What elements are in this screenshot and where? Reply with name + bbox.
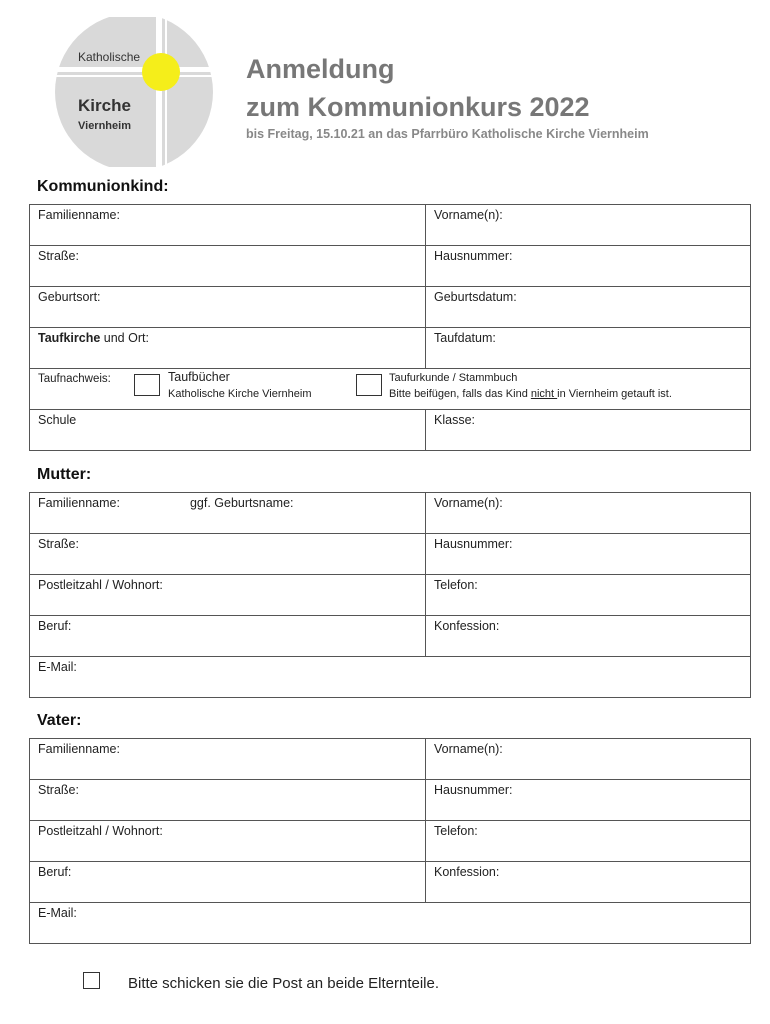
field-label: Geburtsort: [38,290,101,304]
taufbuecher-label: Taufbücher [168,370,230,384]
field-label: Vorname(n): [434,496,503,510]
field-label: Beruf: [38,865,72,879]
taufurkunde-checkbox[interactable] [356,374,382,396]
child-form-table [29,204,751,451]
taufurkunde-label: Taufurkunde / Stammbuch [389,372,518,384]
child-schule-field[interactable] [30,410,426,451]
mother-form-table [29,492,751,698]
field-label: Straße: [38,249,79,263]
father-email-field[interactable] [30,903,751,944]
taufbuecher-checkbox[interactable] [134,374,160,396]
father-telefon-field[interactable] [426,821,751,862]
field-label-geburtsname: ggf. Geburtsname: [189,496,294,510]
father-familienname-field[interactable] [30,739,426,780]
field-label: Geburtsdatum: [434,290,517,304]
child-taufnachweis-row [30,369,751,410]
field-label: Konfession: [434,619,500,633]
father-vorname-field[interactable] [426,739,751,780]
field-label: Taufdatum: [434,331,496,345]
field-label: Straße: [38,783,79,797]
child-klasse-field[interactable] [426,410,751,451]
field-label: Familienname: [38,208,120,222]
post-both-parents-checkbox[interactable] [83,972,100,989]
child-geburtsort-field[interactable] [30,287,426,328]
field-label: Beruf: [38,619,72,633]
taufurkunde-sublabel [389,388,672,400]
logo-cross-horizontal-2 [54,75,214,77]
taufbuecher-sublabel: Katholische Kirche Viernheim [168,388,312,400]
logo-text-katholische: Katholische [78,50,141,64]
father-form-table [29,738,751,944]
field-label: Familienname: [38,742,120,756]
field-label: Hausnummer: [434,537,513,551]
logo-cross-vertical [156,17,162,167]
field-label: Vorname(n): [434,208,503,222]
section-heading-mother: Mutter: [37,466,92,483]
mother-konfession-field[interactable] [426,616,751,657]
page-subtitle: bis Freitag, 15.10.21 an das Pfarrbüro Katholische Kirche Viernheim [246,127,649,141]
child-hausnummer-field[interactable] [426,246,751,287]
field-label-bold: Taufkirche [38,331,101,345]
page-title-line2: zum Kommunionkurs 2022 [246,92,590,122]
mother-email-field[interactable] [30,657,751,698]
child-familienname-field[interactable] [30,205,426,246]
section-heading-father: Vater: [37,712,82,729]
field-label: Hausnummer: [434,249,513,263]
father-plz-field[interactable] [30,821,426,862]
child-vorname-field[interactable] [426,205,751,246]
logo-text-viernheim: Viernheim [78,120,131,132]
field-label: Postleitzahl / Wohnort: [38,578,163,592]
logo-cross-horizontal [54,67,214,72]
mother-familienname-field[interactable] [30,493,426,534]
page-title-line1: Anmeldung [246,54,395,84]
child-strasse-field[interactable] [30,246,426,287]
field-label: Postleitzahl / Wohnort: [38,824,163,838]
field-label: Familienname: [38,496,120,510]
child-taufkirche-field[interactable] [30,328,426,369]
mother-hausnummer-field[interactable] [426,534,751,575]
logo-cross-vertical-2 [165,17,167,167]
post-both-parents-label: Bitte schicken sie die Post an beide Elternteile. [128,975,440,992]
taufnachweis-label: Taufnachweis: [38,373,111,385]
field-label: E-Mail: [38,660,77,674]
field-label: Telefon: [434,578,478,592]
logo-circle [55,17,213,167]
father-strasse-field[interactable] [30,780,426,821]
field-label: und Ort: [100,331,149,345]
field-label: E-Mail: [38,906,77,920]
field-label: Telefon: [434,824,478,838]
field-label: Schule [38,413,77,427]
mother-beruf-field[interactable] [30,616,426,657]
field-label: Klasse: [434,413,475,427]
logo-sun [142,53,180,91]
child-geburtsdatum-field[interactable] [426,287,751,328]
taufurkunde-sublabel-pre: Bitte beifügen, falls das Kind [389,388,531,400]
logo-text-kirche: Kirche [78,96,131,115]
field-label: Straße: [38,537,79,551]
taufurkunde-sublabel-underlined: nicht [530,388,558,400]
mother-plz-field[interactable] [30,575,426,616]
mother-vorname-field[interactable] [426,493,751,534]
mother-strasse-field[interactable] [30,534,426,575]
field-label: Konfession: [434,865,500,879]
father-beruf-field[interactable] [30,862,426,903]
father-hausnummer-field[interactable] [426,780,751,821]
field-label: Hausnummer: [434,783,513,797]
church-logo [54,17,214,167]
father-konfession-field[interactable] [426,862,751,903]
field-label: Vorname(n): [434,742,503,756]
mother-telefon-field[interactable] [426,575,751,616]
taufurkunde-sublabel-post: in Viernheim getauft ist. [557,388,672,400]
section-heading-child: Kommunionkind: [37,178,169,195]
child-taufdatum-field[interactable] [426,328,751,369]
